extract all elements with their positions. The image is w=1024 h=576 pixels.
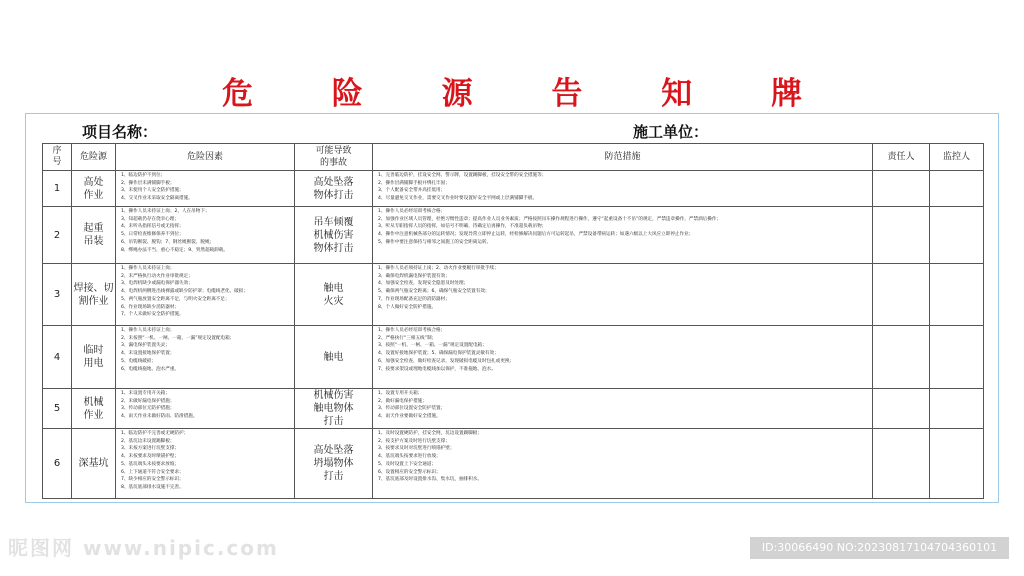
prevention-measures (373, 389, 873, 429)
hazard-table (42, 143, 984, 499)
factor-line: 3、未使用个人安全防护措施； (121, 188, 184, 194)
factor-line: 2、操作层未满铺脚手板； (121, 180, 175, 186)
factor-line: 4、交叉作业未采取安全隔离措施。 (121, 196, 193, 202)
responsible-person (873, 429, 930, 499)
factor-line: 1、操作人员未持证上岗； (121, 266, 175, 271)
project-name-label: 项目名称： (82, 123, 158, 141)
monitor-person (930, 326, 984, 389)
factor-line: 2、未按照“一机、一闸、一箱、一漏”规定设置配电箱； (121, 335, 235, 341)
factor-line: 6、电缆线拖地、泡水严重。 (121, 366, 180, 372)
hazard-source: 机械作业 (72, 389, 116, 429)
factor-line: 7、缺少相应的安全警示标识； (121, 477, 184, 483)
prevention-measures (373, 171, 873, 207)
measure-line: 2、按支护方案及时进行坑壁支撑； (378, 438, 450, 444)
hazard-source: 临时用电 (72, 326, 116, 389)
col-header-no: 序号 (43, 144, 72, 171)
prevention-measures (373, 264, 873, 326)
construction-unit-label: 施工单位： (633, 123, 709, 141)
row-number: 4 (43, 326, 72, 389)
measure-line: 3、个人配备安全带并高挂低用； (378, 188, 446, 194)
measure-line: 5、及时设置上下安全通道； (378, 461, 437, 467)
col-header-responsible: 责任人 (873, 144, 930, 171)
possible-accident: 高处坠落坍塌物体打击 (295, 429, 373, 499)
responsible-person (873, 389, 930, 429)
factor-line: 4、电焊机两侧进出线裸露或缺少防护罩；电缆线老化、破损； (121, 289, 248, 295)
table-row (43, 207, 984, 264)
factor-line: 1、未设置专用开关箱； (121, 391, 170, 396)
col-header-source: 危险源 (72, 144, 116, 171)
header-row (43, 144, 984, 171)
row-number: 5 (43, 389, 72, 429)
factor-line: 6、吊钩断裂、脱钩；7、钢丝绳断裂、脱绳； (121, 239, 215, 245)
factor-line: 5、基坑端头未按要求放坡； (121, 461, 180, 467)
measure-line: 6、设置相应的安全警示标识； (378, 469, 441, 475)
prevention-measures (373, 326, 873, 389)
table-row (43, 429, 984, 499)
monitor-person (930, 171, 984, 207)
factor-line: 3、传动部位无防护措施； (121, 406, 175, 412)
measure-line: 1、及时设置硬防护，挂安全网，坑边设置踢脚板； (378, 431, 482, 436)
hazard-factors (116, 326, 295, 389)
measure-line: 2、做好漏电保护措施； (378, 398, 427, 404)
factor-line: 4、未设置接地保护装置； (121, 351, 175, 357)
measure-line: 1、操作人员必须持证上岗；2、动火作业要履行审批手续； (378, 266, 499, 271)
watermark-site: 昵图网 www.nipic.com (8, 536, 279, 560)
row-number: 6 (43, 429, 72, 499)
row-number: 2 (43, 207, 72, 264)
hazard-factors (116, 429, 295, 499)
col-header-factors: 危险因素 (116, 144, 295, 171)
factor-line: 8、基坑底部排水设施不完善。 (121, 484, 184, 490)
measure-line: 4、操作中注意机械各部分的运转情况；发现异常立即停止运转，经检修解决问题后方可运转起吊，严禁设备带病运转；如遇六级以上大风应立即停止作业； (378, 232, 694, 238)
factor-line: 6、上下通道不符合安全要求； (121, 469, 184, 475)
hazard-factors (116, 171, 295, 207)
prevention-measures (373, 207, 873, 264)
factor-line: 8、绑绳办法不当，重心不稳定；9、突然超载卸载。 (121, 247, 228, 253)
factor-line: 1、临边防护不完善或无硬防护； (121, 431, 189, 436)
measure-line: 7、作业现场配备充足的消防器材； (378, 296, 450, 302)
monitor-person (930, 429, 984, 499)
watermark-id: ID:30066490 NO:20230817104704360101 (750, 537, 1009, 559)
col-header-accident: 可能导致的事故 (295, 144, 373, 171)
factor-line: 2、未严格执行动火作业审批规定； (121, 273, 193, 279)
measure-line: 7、基坑底部及时设置排水沟、集水坑，抽排积水。 (378, 477, 482, 483)
responsible-person (873, 326, 930, 389)
col-header-monitor: 监控人 (930, 144, 984, 171)
col-header-measures: 防范措施 (373, 144, 873, 171)
measure-line: 1、操作人员必经培训考核合格； (378, 328, 446, 333)
table-row (43, 171, 984, 207)
measure-line: 4、尽量避免交叉作业，需要交叉作业时要设置好安全平网或上层满铺脚手板。 (378, 196, 538, 202)
prevention-measures (373, 429, 873, 499)
hazard-factors (116, 264, 295, 326)
measure-line: 3、确保电焊机漏电保护装置有效； (378, 273, 450, 279)
factor-line: 4、未听从指挥信号或无指挥； (121, 224, 184, 230)
hazard-source: 焊接、切割作业 (72, 264, 116, 326)
factor-line: 3、漏电保护装置失灵； (121, 343, 170, 349)
measure-line: 6、加强安全检查，做好检查记录，发现破损电缆及时包扎或更换； (378, 358, 515, 364)
hazard-source: 起重吊装 (72, 207, 116, 264)
measure-line: 2、加强作业区域人员管理，杜绝习惯性违章；提高作业人员业务素质；严格按照吊车操作规程进行操作，遵守“起重设备十不吊”的规定，严禁违章操作，严禁酒后操作； (378, 216, 722, 222)
measure-line: 1、操作人员必经培训考核合格； (378, 209, 446, 214)
responsible-person (873, 264, 930, 326)
factor-line: 5、两气瓶放置安全距离不足，与明火安全距离不足； (121, 296, 230, 302)
measure-line: 5、确保两气瓶安全距离；6、确保气瓶安全装置有效； (378, 289, 490, 295)
monitor-person (930, 264, 984, 326)
factor-line: 6、作业现场缺少消防器材； (121, 304, 180, 310)
factor-line: 1、临边防护不到位； (121, 173, 166, 178)
possible-accident: 机械伤害触电物体打击 (295, 389, 373, 429)
measure-line: 2、严格执行“三相五线”制； (378, 335, 437, 341)
measure-line: 3、传动部位设置安全防护装置； (378, 406, 446, 412)
factor-line: 5、电缆线破损； (121, 358, 157, 364)
factor-line: 1、操作人员未持证上岗； (121, 328, 175, 333)
measure-line: 5、操作中要注意保持与相邻之间施工的安全距离运转。 (378, 239, 492, 245)
factor-line: 1、操作人员未持证上岗；2、人在吊物下； (121, 209, 210, 214)
measure-line: 8、个人做好安全防护措施。 (378, 304, 437, 310)
measure-line: 4、基坑端头按要求进行放坡； (378, 454, 441, 460)
measure-line: 3、听从专职指挥人员的指挥，如信号不明确，待确定后再操作，不准超负载吊物； (378, 224, 547, 230)
row-number: 1 (43, 171, 72, 207)
possible-accident: 触电 (295, 326, 373, 389)
factor-line: 2、基坑边未设置踢脚板； (121, 438, 175, 444)
measure-line: 2、操作层满铺脚手板并绑扎牢固； (378, 180, 450, 186)
table-row (43, 389, 984, 429)
measure-line: 1、完善临边防护，挂设安全网、警示牌，设置踢脚板，挂设安全带的安全措施等； (378, 173, 547, 178)
measure-line: 3、按照“一机、一闸、一箱、一漏”规定设置配电箱； (378, 343, 487, 349)
factor-line: 7、个人未做好安全防护措施。 (121, 312, 184, 318)
monitor-person (930, 207, 984, 264)
monitor-person (930, 389, 984, 429)
possible-accident: 高处坠落物体打击 (295, 171, 373, 207)
responsible-person (873, 207, 930, 264)
possible-accident: 触电火灾 (295, 264, 373, 326)
measure-line: 7、按要求架设或埋地电缆线加以保护，不准拖地、泡水。 (378, 366, 496, 372)
table-row (43, 326, 984, 389)
hazard-source: 深基坑 (72, 429, 116, 499)
factor-line: 4、未按要求及时喷锚护壁； (121, 454, 180, 460)
measure-line: 4、设置好接地保护装置；5、确保漏电保护装置灵敏有效； (378, 351, 499, 357)
hazard-source: 高处作业 (72, 171, 116, 207)
factor-line: 4、雨天作业未做好防雨、防滑措施。 (121, 414, 198, 420)
measure-line: 1、设置专用开关箱； (378, 391, 423, 396)
factor-line: 2、未做好漏电保护措施； (121, 398, 175, 404)
factor-line: 3、电焊机缺少或漏电保护器失效； (121, 281, 193, 287)
page-title: 危 险 源 告 知 牌 (222, 76, 836, 112)
factor-line: 3、知超载仍存在侥幸心理； (121, 216, 180, 222)
measure-line: 4、加强安全检查，发现安全隐患及时处理； (378, 281, 469, 287)
responsible-person (873, 171, 930, 207)
row-number: 3 (43, 264, 72, 326)
hazard-factors (116, 389, 295, 429)
measure-line: 3、按要求及时对坑壁进行喷锚护壁； (378, 446, 455, 452)
table-row (43, 264, 984, 326)
factor-line: 5、日常检查维修保养不到位； (121, 232, 184, 238)
measure-line: 4、雨天作业要做好安全措施。 (378, 414, 441, 420)
possible-accident: 吊车倾覆机械伤害物体打击 (295, 207, 373, 264)
factor-line: 3、未按方案进行坑壁支撑； (121, 446, 180, 452)
hazard-factors (116, 207, 295, 264)
